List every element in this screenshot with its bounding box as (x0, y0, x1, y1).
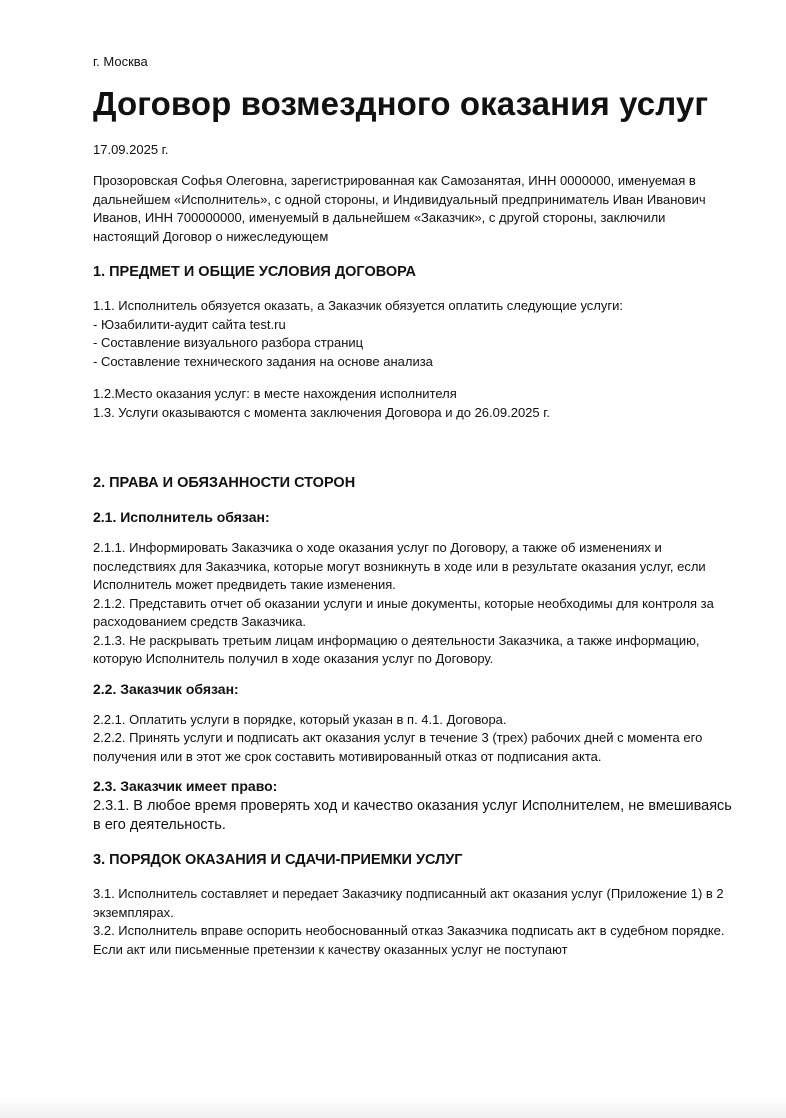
service-item: - Составление технического задания на основе анализа (93, 353, 433, 369)
page-bottom-edge (0, 1096, 786, 1118)
subsection-2-2-title: 2.2. Заказчик обязан: (93, 680, 239, 697)
services-list (93, 316, 733, 372)
subsection-2-3-text: 2.3.1. В любое время проверять ход и качество оказания услуг Исполнителем, не вмешиваясь в его деятельность. (93, 798, 732, 833)
section-1-title: 1. ПРЕДМЕТ И ОБЩИЕ УСЛОВИЯ ДОГОВОРА (93, 264, 417, 280)
section-3-title: 3. ПОРЯДОК ОКАЗАНИЯ И СДАЧИ-ПРИЕМКИ УСЛУГ (93, 852, 463, 868)
preamble: Прозоровская Софья Олеговна, зарегистрированная как Самозанятая, ИНН 0000000, именуемая в дальнейшем «Исполнитель», с одной стороны, и Индивидуальный предприниматель Иван Иванович Иванов, ИНН 700000000, именуемый в дальнейшем «Заказчик», с другой стороны, заключили настоящий Договор о нижеследующем (93, 173, 706, 244)
subsection-2-2-text: 2.2.1. Оплатить услуги в порядке, который указан в п. 4.1. Договора. 2.2.2. Принять услуги и подписать акт оказания услуг в течение 3 (трех) рабочих дней с момента его получения или в этот же срок составить мотивированный отказ от подписания акта. (93, 711, 703, 764)
subsection-2-3-title: 2.3. Заказчик имеет право: (93, 778, 278, 794)
subsection-2-1-title: 2.1. Исполнитель обязан: (93, 509, 270, 525)
city: г. Москва (93, 54, 148, 69)
service-item: - Юзабилити-аудит сайта test.ru (93, 316, 286, 332)
document-date: 17.09.2025 г. (93, 142, 169, 157)
section-2-title: 2. ПРАВА И ОБЯЗАННОСТИ СТОРОН (93, 475, 356, 491)
clause-1-2: 1.2.Место оказания услуг: в месте нахождения исполнителя (93, 386, 457, 401)
service-item: - Составление визуального разбора страниц (93, 335, 364, 350)
clause-1-3: 1.3. Услуги оказываются с момента заключения Договора и до 26.09.2025 г. (93, 404, 551, 420)
subsection-2-1-text: 2.1.1. Информировать Заказчика о ходе оказания услуг по Договору, а также об изменениях и последствиях для Заказчика, которые могут возникнуть в ходе или в результате оказания услуг, если Исполнитель может предвидеть такие изменения. 2.1.2. Представить отчет об оказании услуги и иные документы, которые необходимы для контроля за расходованием средств Заказчика. 2.1.3. Не раскрывать третьим лицам информацию о деятельности Заказчика, а также информацию, которую Исполнитель получил в ходе оказания услуг по Договору. (93, 540, 714, 666)
document-body (93, 53, 733, 959)
section-3-text: 3.1. Исполнитель составляет и передает Заказчику подписанный акт оказания услуг (Приложение 1) в 2 экземплярах. 3.2. Исполнитель вправе оспорить необоснованный отказ Заказчика подписать акт в судебном порядке. Если акт или письменные претензии к качеству оказанных услуг не поступают (93, 886, 725, 957)
document-title: Договор возмездного оказания услуг (93, 85, 709, 122)
clause-1-1: 1.1. Исполнитель обязуется оказать, а Заказчик обязуется оплатить следующие услуги: (93, 298, 623, 313)
